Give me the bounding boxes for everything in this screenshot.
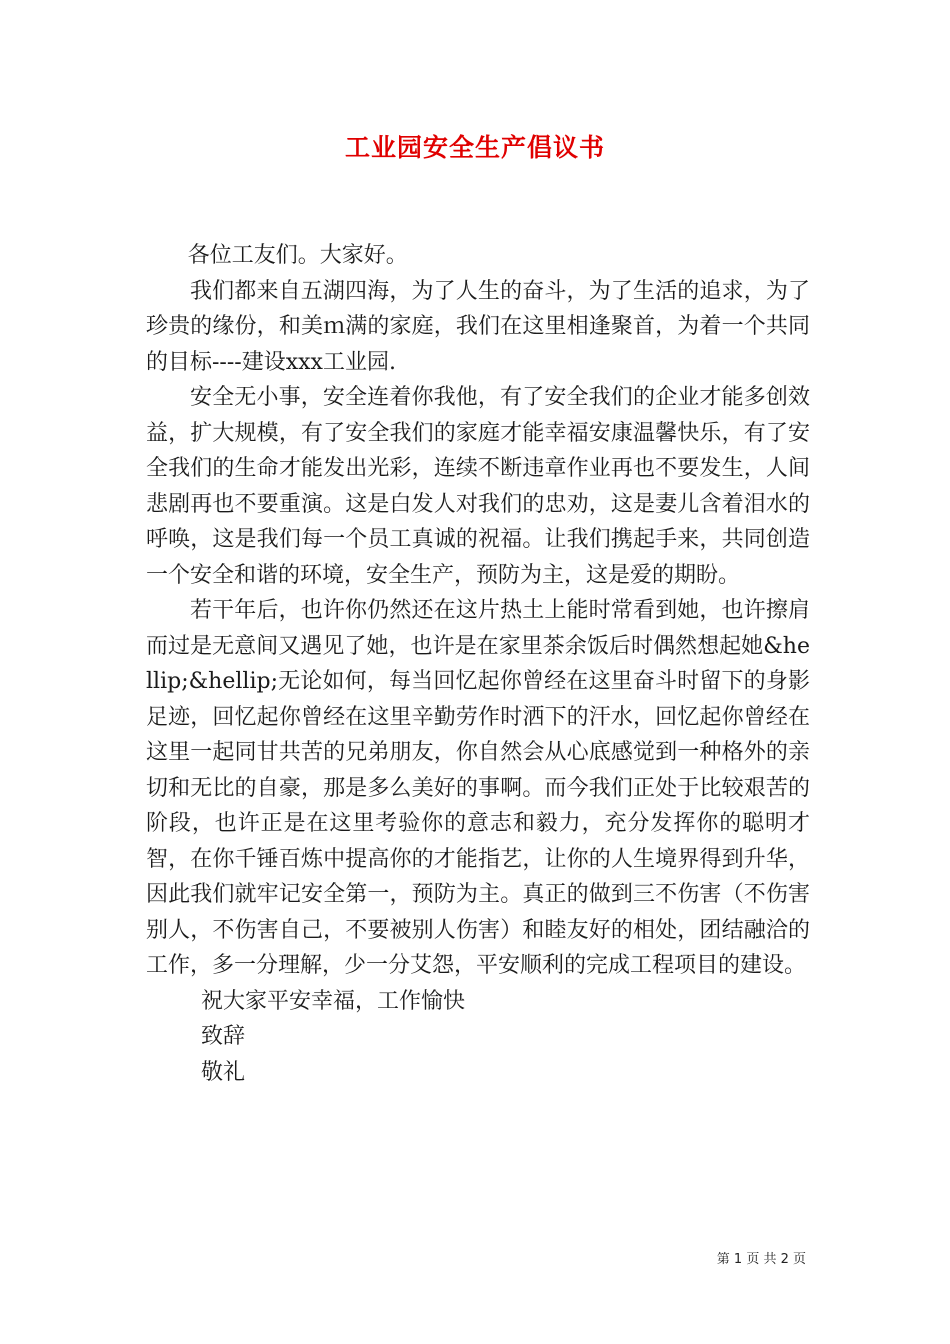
paragraph-1: 我们都来自五湖四海，为了人生的奋斗，为了生活的追求，为了珍贵的缘份，和美ｍ满的家庭，我们在这里相逢聚首，为着一个共同的目标----建设xxx工业园.	[146, 278, 810, 375]
paragraph-2: 安全无小事，安全连着你我他，有了安全我们的企业才能多创效益，扩大规模，有了安全我们的家庭才能幸福安康温馨快乐，有了安全我们的生命才能发出光彩，连续不断违章作业再也不要发生，人间悲剧再也不要重演。这是白发人对我们的忠劝，这是妻儿含着泪水的呼唤，这是我们每一个员工真诚的祝福。让我们携起手来，共同创造一个安全和谐的环境，安全生产，预防为主，这是爱的期盼。	[146, 385, 810, 588]
closing-wishes: 祝大家平安幸福，工作愉快	[201, 988, 466, 1014]
greeting-line: 各位工友们。大家好。	[187, 243, 408, 268]
document-title: 工业园安全生产倡议书	[344, 133, 605, 162]
page-number: 第 1 页 共 2 页	[716, 1252, 806, 1267]
closing-salute: 敬礼	[201, 1059, 246, 1085]
closing-remarks: 致辞	[201, 1024, 246, 1049]
document-body	[146, 238, 810, 1090]
paragraph-3: 若干年后，也许你仍然还在这片热土上能时常看到她，也许擦肩而过是无意间又遇见了她，也许是在家里茶余饭后时偶然想起她&hellip;&hellip;无论如何，每当回忆起你曾经在这里奋斗时留下的身影足迹，回忆起你曾经在这里辛勤劳作时洒下的汗水，回忆起你曾经在这里一起同甘共苦的兄弟朋友，你自然会从心底感觉到一种格外的亲切和无比的自豪，那是多么美好的事啊。而今我们正处于比较艰苦的阶段，也许正是在这里考验你的意志和毅力，充分发挥你的聪明才智，在你千锤百炼中提高你的才能指艺，让你的人生境界得到升华，因此我们就牢记安全第一，预防为主。真正的做到三不伤害（不伤害别人，不伤害自己，不要被别人伤害）和睦友好的相处，团结融洽的工作，多一分理解，少一分艾怨，平安顺利的完成工程项目的建设。	[146, 598, 810, 978]
